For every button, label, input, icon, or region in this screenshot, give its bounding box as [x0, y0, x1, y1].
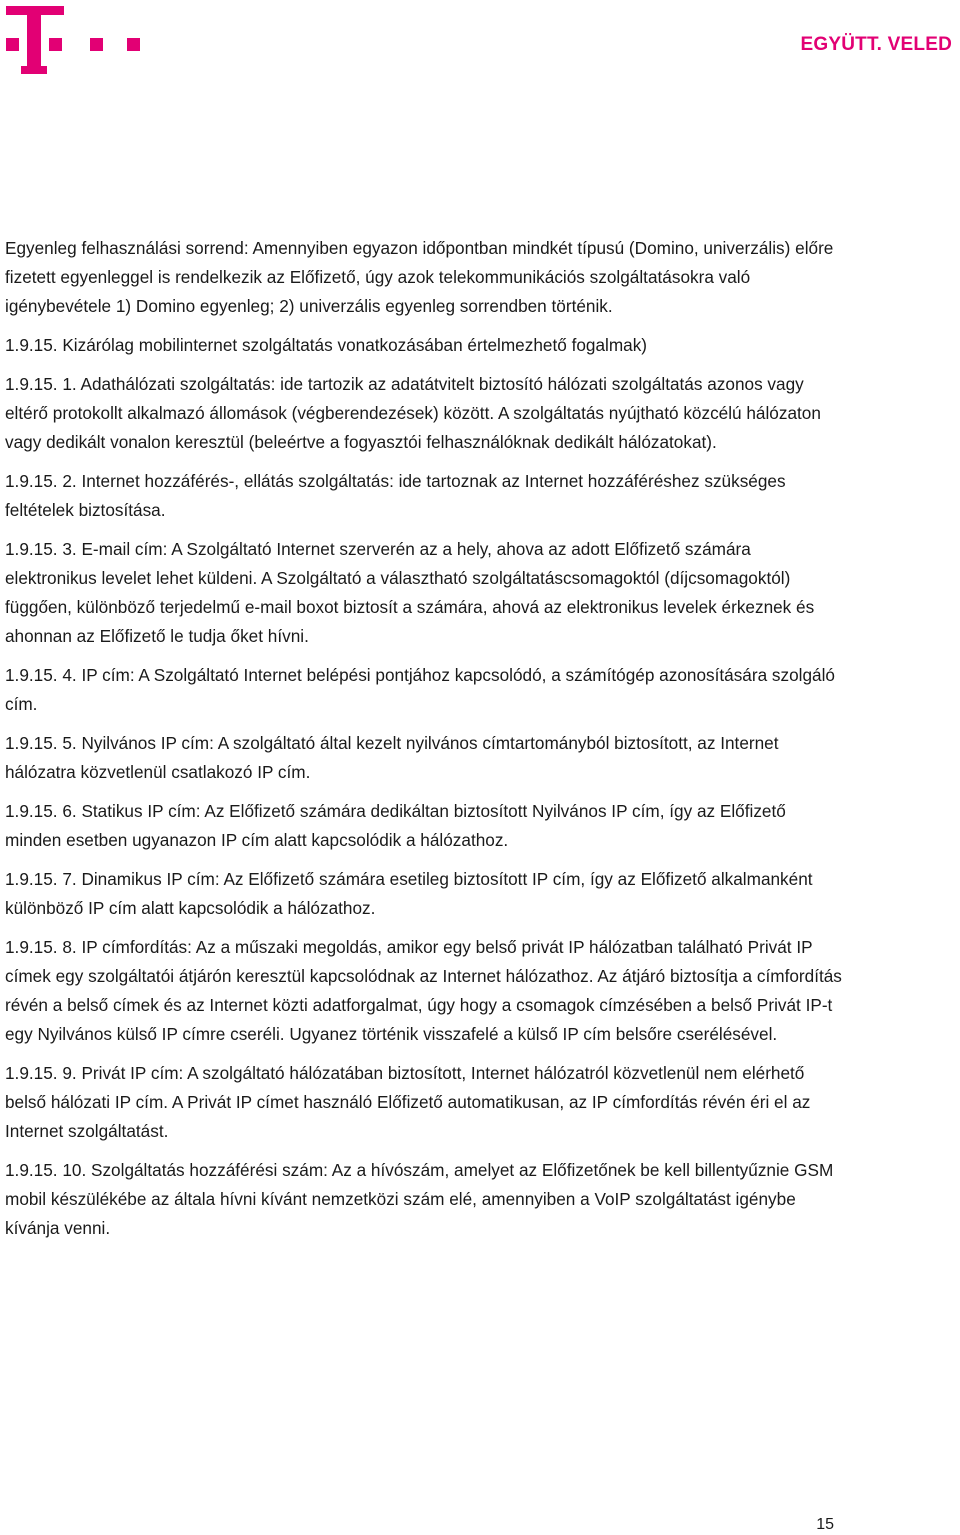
page-number: 15 — [816, 1516, 834, 1533]
section-heading: 1.9.15. Kizárólag mobilinternet szolgáltatás vonatkozásában értelmezhető fogalmak) — [5, 335, 648, 355]
brand-tagline: EGYÜTT. VELED — [800, 34, 952, 55]
paragraph: 1.9.15. 8. IP címfordítás: Az a műszaki megoldás, amikor egy belső privát IP hálózatban található Privát IP címek egy szolgáltatói átjárón keresztül kapcsolódnak az Internet hálózathoz. Az átjáró biztosítja a címfordítás révén a belső címek és az Internet közti adatforgalmat, úgy hogy a csomagok címzésében a belső Privát IP-t egy Nyilvános külső IP címre cseréli. Ugyanez történik visszafelé a külső IP cím belsőre cserélésével. — [5, 937, 842, 1044]
paragraph: 1.9.15. 7. Dinamikus IP cím: Az Előfizető számára esetileg biztosított IP cím, így az Előfizető alkalmanként különböző IP cím alatt kapcsolódik a hálózathoz. — [5, 869, 813, 918]
telekom-logo-icon — [6, 6, 142, 76]
paragraph: 1.9.15. 4. IP cím: A Szolgáltató Internet belépési pontjához kapcsolódó, a számítógép azonosítására szolgáló cím. — [5, 665, 835, 714]
document-body — [5, 234, 845, 1253]
paragraph: 1.9.15. 1. Adathálózati szolgáltatás: ide tartozik az adatátvitelt biztosító hálózati szolgáltatás azonos vagy eltérő protokollt alkalmazó állomások (végberendezések) között. A szolgáltatás nyújtható közcélú hálózaton vagy dedikált vonalon keresztül (beleértve a fogyasztói felhasználóknak dedikált hálózatokat). — [5, 374, 821, 452]
paragraph: 1.9.15. 3. E-mail cím: A Szolgáltató Internet szerverén az a hely, ahova az adott Előfizető számára elektronikus levelet lehet küldeni. A Szolgáltató a választható szolgáltatáscsomagoktól (díjcsomagoktól) függően, különböző terjedelmű e-mail boxot biztosít a számára, ahová az elektronikus levelek érkeznek és ahonnan az Előfizető le tudja őket hívni. — [5, 539, 815, 646]
paragraph: 1.9.15. 6. Statikus IP cím: Az Előfizető számára dedikáltan biztosított Nyilvános IP cím, így az Előfizető minden esetben ugyanazon IP cím alatt kapcsolódik a hálózathoz. — [5, 801, 786, 850]
paragraph: 1.9.15. 5. Nyilvános IP cím: A szolgáltató által kezelt nyilvános címtartományból biztosított, az Internet hálózatra közvetlenül csatlakozó IP cím. — [5, 733, 779, 782]
paragraph: 1.9.15. 2. Internet hozzáférés-, ellátás szolgáltatás: ide tartoznak az Internet hozzáféréshez szükséges feltételek biztosítása. — [5, 471, 786, 520]
paragraph: 1.9.15. 10. Szolgáltatás hozzáférési szám: Az a hívószám, amelyet az Előfizetőnek be kell billentyűznie GSM mobil készülékébe az általa hívni kívánt nemzetközi szám elé, amennyiben a VoIP szolgáltatást igénybe kívánja venni. — [5, 1160, 834, 1238]
paragraph: 1.9.15. 9. Privát IP cím: A szolgáltató hálózatában biztosított, Internet hálózatról közvetlenül nem elérhető belső hálózati IP cím. A Privát IP címet használó Előfizető automatikusan, az IP címfordítás révén éri el az Internet szolgáltatást. — [5, 1063, 811, 1141]
paragraph: Egyenleg felhasználási sorrend: Amennyiben egyazon időpontban mindkét típusú (Domino, univerzális) előre fizetett egyenleggel is rendelkezik az Előfizető, úgy azok telekommunikációs szolgáltatásokra való igénybevétele 1) Domino egyenleg; 2) univerzális egyenleg sorrendben történik. — [5, 238, 834, 316]
